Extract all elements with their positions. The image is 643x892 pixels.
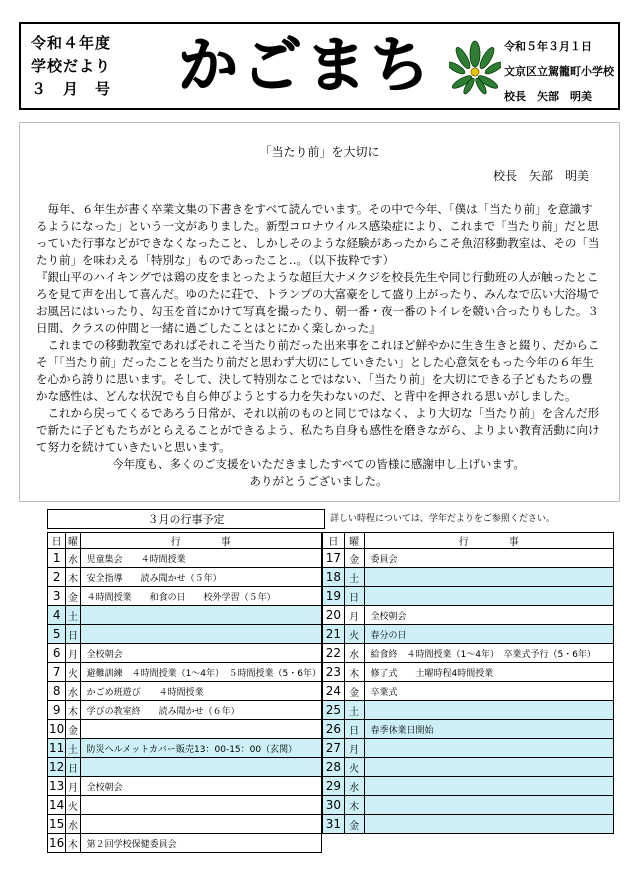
table-header-row [323,533,614,549]
schedule-row [48,625,322,644]
schedule-weekday: 火 [66,663,80,682]
header-weekday: 曜 [66,533,80,549]
schedule-event: 防災ヘルメットカバー販売13：00-15：00（玄関） [80,739,321,758]
schedule-weekday: 火 [66,796,80,815]
schedule-row [323,701,614,720]
schedule-row [48,739,322,758]
schedule-weekday: 水 [66,549,80,568]
schedule-day: 15 [48,815,66,834]
principal-name: 校長 矢部 明美 [504,90,592,103]
schedule-day: 19 [323,587,345,606]
letter-paragraph: これまでの移動教室であればそれこそ当たり前だった出来事をこれほど鮮やかに生き生きと綴り、だからこそ「「当たり前」だったことを当たり前だと思わず大切にしていきたい」とした心意気をもった今年の６年生を心から誇りに思います。そして、決して特別なことではない、「当たり前」を大切にできる子どもたちの豊かな感性は、どんな状況でも自ら伸びようとする力を失わないのだ、と背中を押される思いがしました。 [36,338,600,403]
schedule-event [364,815,613,834]
letter-closing: ありがとうございました。 [249,474,388,488]
schedule-day: 29 [323,777,345,796]
schedule-weekday: 土 [66,606,80,625]
schedule-event [364,777,613,796]
schedule-weekday: 日 [344,587,364,606]
schedule-weekday: 水 [66,682,80,701]
schedule-row [48,815,322,834]
schedule-row [323,549,614,568]
schedule-day: 14 [48,796,66,815]
schedule-row [48,720,322,739]
schedule-weekday: 火 [344,625,364,644]
schedule-weekday: 日 [66,758,80,777]
schedule-event [80,625,321,644]
schedule-table-left [47,532,322,853]
schedule-day: 12 [48,758,66,777]
schedule-row [323,587,614,606]
header-info [504,34,619,109]
schedule-row [323,682,614,701]
schedule-day: 30 [323,796,345,815]
schedule-event [80,720,321,739]
schedule-row [48,796,322,815]
schedule-event [364,587,613,606]
header-event: 行 事 [80,533,321,549]
schedule-event: 修了式 土曜時程4時間授業 [364,663,613,682]
schedule-day: 6 [48,644,66,663]
schedule-day: 9 [48,701,66,720]
schedule-event: 全校朝会 [80,644,321,663]
schedule-weekday: 日 [66,625,80,644]
schedule-row [48,606,322,625]
schedule-weekday: 金 [344,549,364,568]
schedule-weekday: 木 [66,834,80,853]
schedule-event: 児童集会 ４時間授業 [80,549,321,568]
schedule-event [364,568,613,587]
schedule-weekday: 月 [66,644,80,663]
letter-body [36,201,601,490]
schedule-day: 24 [323,682,345,701]
schedule-day: 10 [48,720,66,739]
schedule-day: 11 [48,739,66,758]
schedule-day: 13 [48,777,66,796]
schedule-day: 4 [48,606,66,625]
letter-quote: 『銀山平のハイキングでは鶏の皮をまとったような超巨大ナメクジを校長先生や同じ行動班の人が触ったところを見て声を出して喜んだ。ゆのたに荘で、トランプの大富豪をして盛り上がったり、みんなで広い大浴場でお風呂にはいったり、勾玉を首にかけて写真を撮ったり、朝一番・夜一番のトイレを競い合ったりもした。３日間、クラスの仲間と一緒に過ごしたことはとにかく楽しかった』 [36,270,600,335]
schedule-event: 給食終 ４時間授業（1～4年） 卒業式予行（5・6年） [364,644,613,663]
schedule-note: 詳しい時程については、学年だよりをご参照ください。 [330,514,555,524]
issue-line-year: 令和４年度 [31,34,112,52]
schedule-day: 3 [48,587,66,606]
schedule-weekday: 金 [344,682,364,701]
letter-author: 校長 矢部 明美 [492,169,589,183]
schedule-weekday: 木 [344,796,364,815]
schedule-day: 25 [323,701,345,720]
schedule-event: 学びの教室終 読み聞かせ（６年） [80,701,321,720]
schedule-row [323,568,614,587]
schedule-table-right [322,532,614,834]
schedule-row [48,701,322,720]
schedule-row [323,663,614,682]
schedule-weekday: 木 [344,663,364,682]
schedule-event: 安全指導 読み聞かせ（５年） [80,568,321,587]
schedule-row [323,777,614,796]
masthead-title: かごまち [178,31,434,101]
letter-paragraph: 毎年、６年生が書く卒業文集の下書きをすべて読んでいます。その中で今年、「僕は「当たり前」を意識するようになった」という一文がありました。新型コロナウイルス感染症により、これまで「当たり前」だと思っていた行事などができなくなったこと、しかしそのような経験があったからこそ魚沼移動教室は、その「当たり前」を味わえる「特別な」ものであったこと‥。（以下抜粋です） [36,202,600,267]
schedule-event: 委員会 [364,549,613,568]
schedule-row [48,758,322,777]
schedule-day: 17 [323,549,345,568]
issue-date: 令和５年３月１日 [504,40,592,53]
schedule-day: 26 [323,720,345,739]
schedule-day: 27 [323,739,345,758]
table-header-row [48,533,322,549]
schedule-event [364,701,613,720]
schedule-row [48,587,322,606]
schedule-day: 1 [48,549,66,568]
schedule-weekday: 土 [66,739,80,758]
schedule-event: 春季休業日開始 [364,720,613,739]
schedule-day: 2 [48,568,66,587]
schedule-weekday: 水 [344,644,364,663]
schedule-title: ３月の行事予定 [47,509,325,529]
header-event: 行 事 [364,533,613,549]
schedule-row [323,796,614,815]
letter-title: 「当たり前」を大切に [259,145,380,159]
schedule-event [80,606,321,625]
schedule-event: ４時間授業 和食の日 校外学習（５年） [80,587,321,606]
schedule-event: 第２回学校保健委員会 [80,834,321,853]
schedule-row [323,606,614,625]
schedule-row [48,549,322,568]
schedule-event [364,739,613,758]
schedule-event [80,758,321,777]
schedule-day: 28 [323,758,345,777]
schedule-row [323,815,614,834]
schedule-event: 卒業式 [364,682,613,701]
issue-line-type: 学校だより [31,57,112,75]
schedule-day: 5 [48,625,66,644]
schedule-row [48,682,322,701]
schedule-row [48,644,322,663]
schedule-event: 春分の日 [364,625,613,644]
schedule-weekday: 土 [344,568,364,587]
schedule-weekday: 水 [66,815,80,834]
schedule-day: 22 [323,644,345,663]
schedule-row [323,625,614,644]
schedule-row [48,834,322,853]
schedule-day: 8 [48,682,66,701]
schedule-event [364,796,613,815]
letter-thanks: 今年度も、多くのご支援をいただきましたすべての皆様に感謝申し上げいます。 [112,457,525,471]
schedule-weekday: 火 [344,758,364,777]
schedule-event [80,815,321,834]
schedule-event [364,758,613,777]
schedule-weekday: 木 [66,568,80,587]
issue-line-month: ３ 月 号 [31,80,112,98]
schedule-day: 20 [323,606,345,625]
schedule-row [323,720,614,739]
schedule-event: 避難訓練 ４時間授業（1～4年） ５時間授業（5・6年） [80,663,321,682]
schedule-weekday: 金 [66,587,80,606]
schedule-weekday: 木 [66,701,80,720]
schedule-event: 全校朝会 [80,777,321,796]
schedule-row [48,568,322,587]
schedule-day: 31 [323,815,345,834]
schedule-weekday: 金 [344,815,364,834]
header-weekday: 曜 [344,533,364,549]
letter-paragraph: これから戻ってくるであろう日常が、それ以前のものと同じではなく、より大切な「当たり前」を含んだ形で新たに子どもたちがとらえることができるよう、私たち自身も感性を磨きながら、よりよい教育活動に向けて努力を続けていきたいと思います。 [36,406,600,454]
schedule-weekday: 月 [344,606,364,625]
schedule-event: かごめ班遊び ４時間授業 [80,682,321,701]
schedule-day: 21 [323,625,345,644]
schedule-weekday: 水 [344,777,364,796]
header-day: 日 [323,533,345,549]
issue-label [31,32,156,101]
schedule-weekday: 金 [66,720,80,739]
schedule-row [48,777,322,796]
schedule-day: 16 [48,834,66,853]
schedule-day: 23 [323,663,345,682]
school-name: 文京区立駕籠町小学校 [504,65,614,78]
schedule-weekday: 土 [344,701,364,720]
schedule-row [48,663,322,682]
schedule-row [323,758,614,777]
schedule-day: 7 [48,663,66,682]
schedule-row [323,739,614,758]
schedule-event: 全校朝会 [364,606,613,625]
newsletter-header [19,22,620,110]
principal-letter [19,122,620,502]
schedule-weekday: 日 [344,720,364,739]
schedule-day: 18 [323,568,345,587]
schedule-row [323,644,614,663]
school-emblem-icon [449,40,501,98]
schedule-weekday: 月 [66,777,80,796]
schedule-weekday: 月 [344,739,364,758]
header-day: 日 [48,533,66,549]
schedule-event [80,796,321,815]
